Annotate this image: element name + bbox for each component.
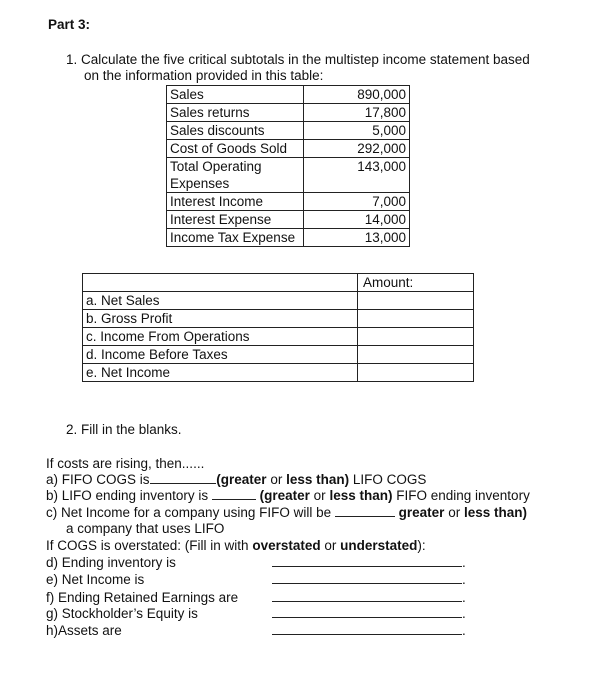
answer-label: e. Net Income — [83, 364, 358, 382]
table-label: Sales discounts — [167, 122, 304, 140]
table-label: Income Tax Expense — [167, 229, 304, 247]
item-d-blank[interactable] — [272, 555, 466, 571]
table-value: 292,000 — [304, 140, 410, 158]
fill-line-b — [46, 488, 530, 504]
bold-text: less than) — [329, 488, 393, 503]
answer-header-blank — [83, 274, 358, 292]
answer-label: a. Net Sales — [83, 292, 358, 310]
answer-cell[interactable] — [358, 328, 474, 346]
table-row — [167, 122, 410, 140]
answer-cell[interactable] — [358, 310, 474, 328]
item-d: d) Ending inventory is — [46, 555, 176, 570]
fill-line-c — [46, 505, 527, 521]
text: b) LIFO ending inventory is — [46, 488, 209, 503]
dot: . — [462, 606, 466, 621]
bold-text: less than) — [463, 505, 527, 520]
text: or — [270, 472, 283, 487]
answer-cell[interactable] — [358, 364, 474, 382]
item-f: f) Ending Retained Earnings are — [46, 590, 239, 605]
text: LIFO COGS — [352, 472, 427, 487]
item-h-blank[interactable] — [272, 623, 466, 639]
answer-label: c. Income From Operations — [83, 328, 358, 346]
table-row — [83, 310, 474, 328]
item-e-blank[interactable] — [272, 572, 466, 588]
dot: . — [462, 555, 466, 570]
table-row — [167, 229, 410, 247]
table-row — [83, 346, 474, 364]
bold-text: less than) — [286, 472, 350, 487]
text: c) Net Income for a company using FIFO will be — [46, 505, 332, 520]
bold-text: (greater — [216, 472, 267, 487]
answer-blank[interactable] — [150, 472, 216, 484]
table-label — [167, 158, 304, 193]
item-g: g) Stockholder’s Equity is — [46, 606, 198, 621]
table-value: 5,000 — [304, 122, 410, 140]
text: If COGS is overstated: (Fill in with — [46, 538, 249, 553]
table-label: Cost of Goods Sold — [167, 140, 304, 158]
answer-blank[interactable] — [335, 505, 395, 517]
table-value: 7,000 — [304, 193, 410, 211]
table-row — [83, 328, 474, 346]
text: or — [313, 488, 326, 503]
item-e: e) Net Income is — [46, 572, 145, 587]
table-label: Sales — [167, 86, 304, 104]
table-label-line: Expenses — [170, 176, 230, 191]
table-value: 890,000 — [304, 86, 410, 104]
dot: . — [462, 590, 466, 605]
table-value: 17,800 — [304, 104, 410, 122]
answer-blank[interactable] — [212, 488, 256, 500]
table-label-line: Total Operating — [170, 159, 262, 174]
question-1-line-1: 1. Calculate the five critical subtotals in the multistep income statement based — [66, 52, 530, 67]
table-row — [167, 86, 410, 104]
table-value: 14,000 — [304, 211, 410, 229]
table-value: 143,000 — [304, 158, 410, 193]
answer-header: Amount: — [358, 274, 474, 292]
page-title: Part 3: — [48, 17, 91, 32]
bold-text: greater — [398, 505, 445, 520]
bold-text: (greater — [259, 488, 310, 503]
table-value: 13,000 — [304, 229, 410, 247]
item-f-blank[interactable] — [272, 590, 466, 606]
rising-intro: If costs are rising, then...... — [46, 456, 205, 471]
dot: . — [462, 623, 466, 638]
table-row — [83, 364, 474, 382]
fill-line-c-cont: a company that uses LIFO — [66, 521, 225, 536]
overstated-intro — [46, 538, 426, 554]
table-row — [167, 193, 410, 211]
table-row — [167, 211, 410, 229]
answer-label: b. Gross Profit — [83, 310, 358, 328]
table-row — [83, 292, 474, 310]
table-label: Sales returns — [167, 104, 304, 122]
data-table — [166, 85, 410, 247]
item-h: h)Assets are — [46, 623, 122, 638]
item-g-blank[interactable] — [272, 606, 466, 622]
answer-cell[interactable] — [358, 292, 474, 310]
answer-cell[interactable] — [358, 346, 474, 364]
fill-line-a — [46, 472, 426, 488]
bold-text: understated — [340, 538, 418, 553]
dot: . — [462, 572, 466, 587]
answer-table — [82, 273, 474, 382]
table-label: Interest Income — [167, 193, 304, 211]
text: FIFO ending inventory — [396, 488, 530, 503]
text: ): — [417, 538, 426, 553]
table-label: Interest Expense — [167, 211, 304, 229]
text: or — [324, 538, 337, 553]
answer-label: d. Income Before Taxes — [83, 346, 358, 364]
table-row — [83, 274, 474, 292]
text: a) FIFO COGS is — [46, 472, 150, 487]
table-row — [167, 158, 410, 193]
text: or — [448, 505, 461, 520]
question-1-line-2: on the information provided in this table: — [84, 68, 324, 83]
table-row — [167, 104, 410, 122]
table-row — [167, 140, 410, 158]
bold-text: overstated — [252, 538, 321, 553]
question-2-heading: 2. Fill in the blanks. — [66, 422, 182, 437]
